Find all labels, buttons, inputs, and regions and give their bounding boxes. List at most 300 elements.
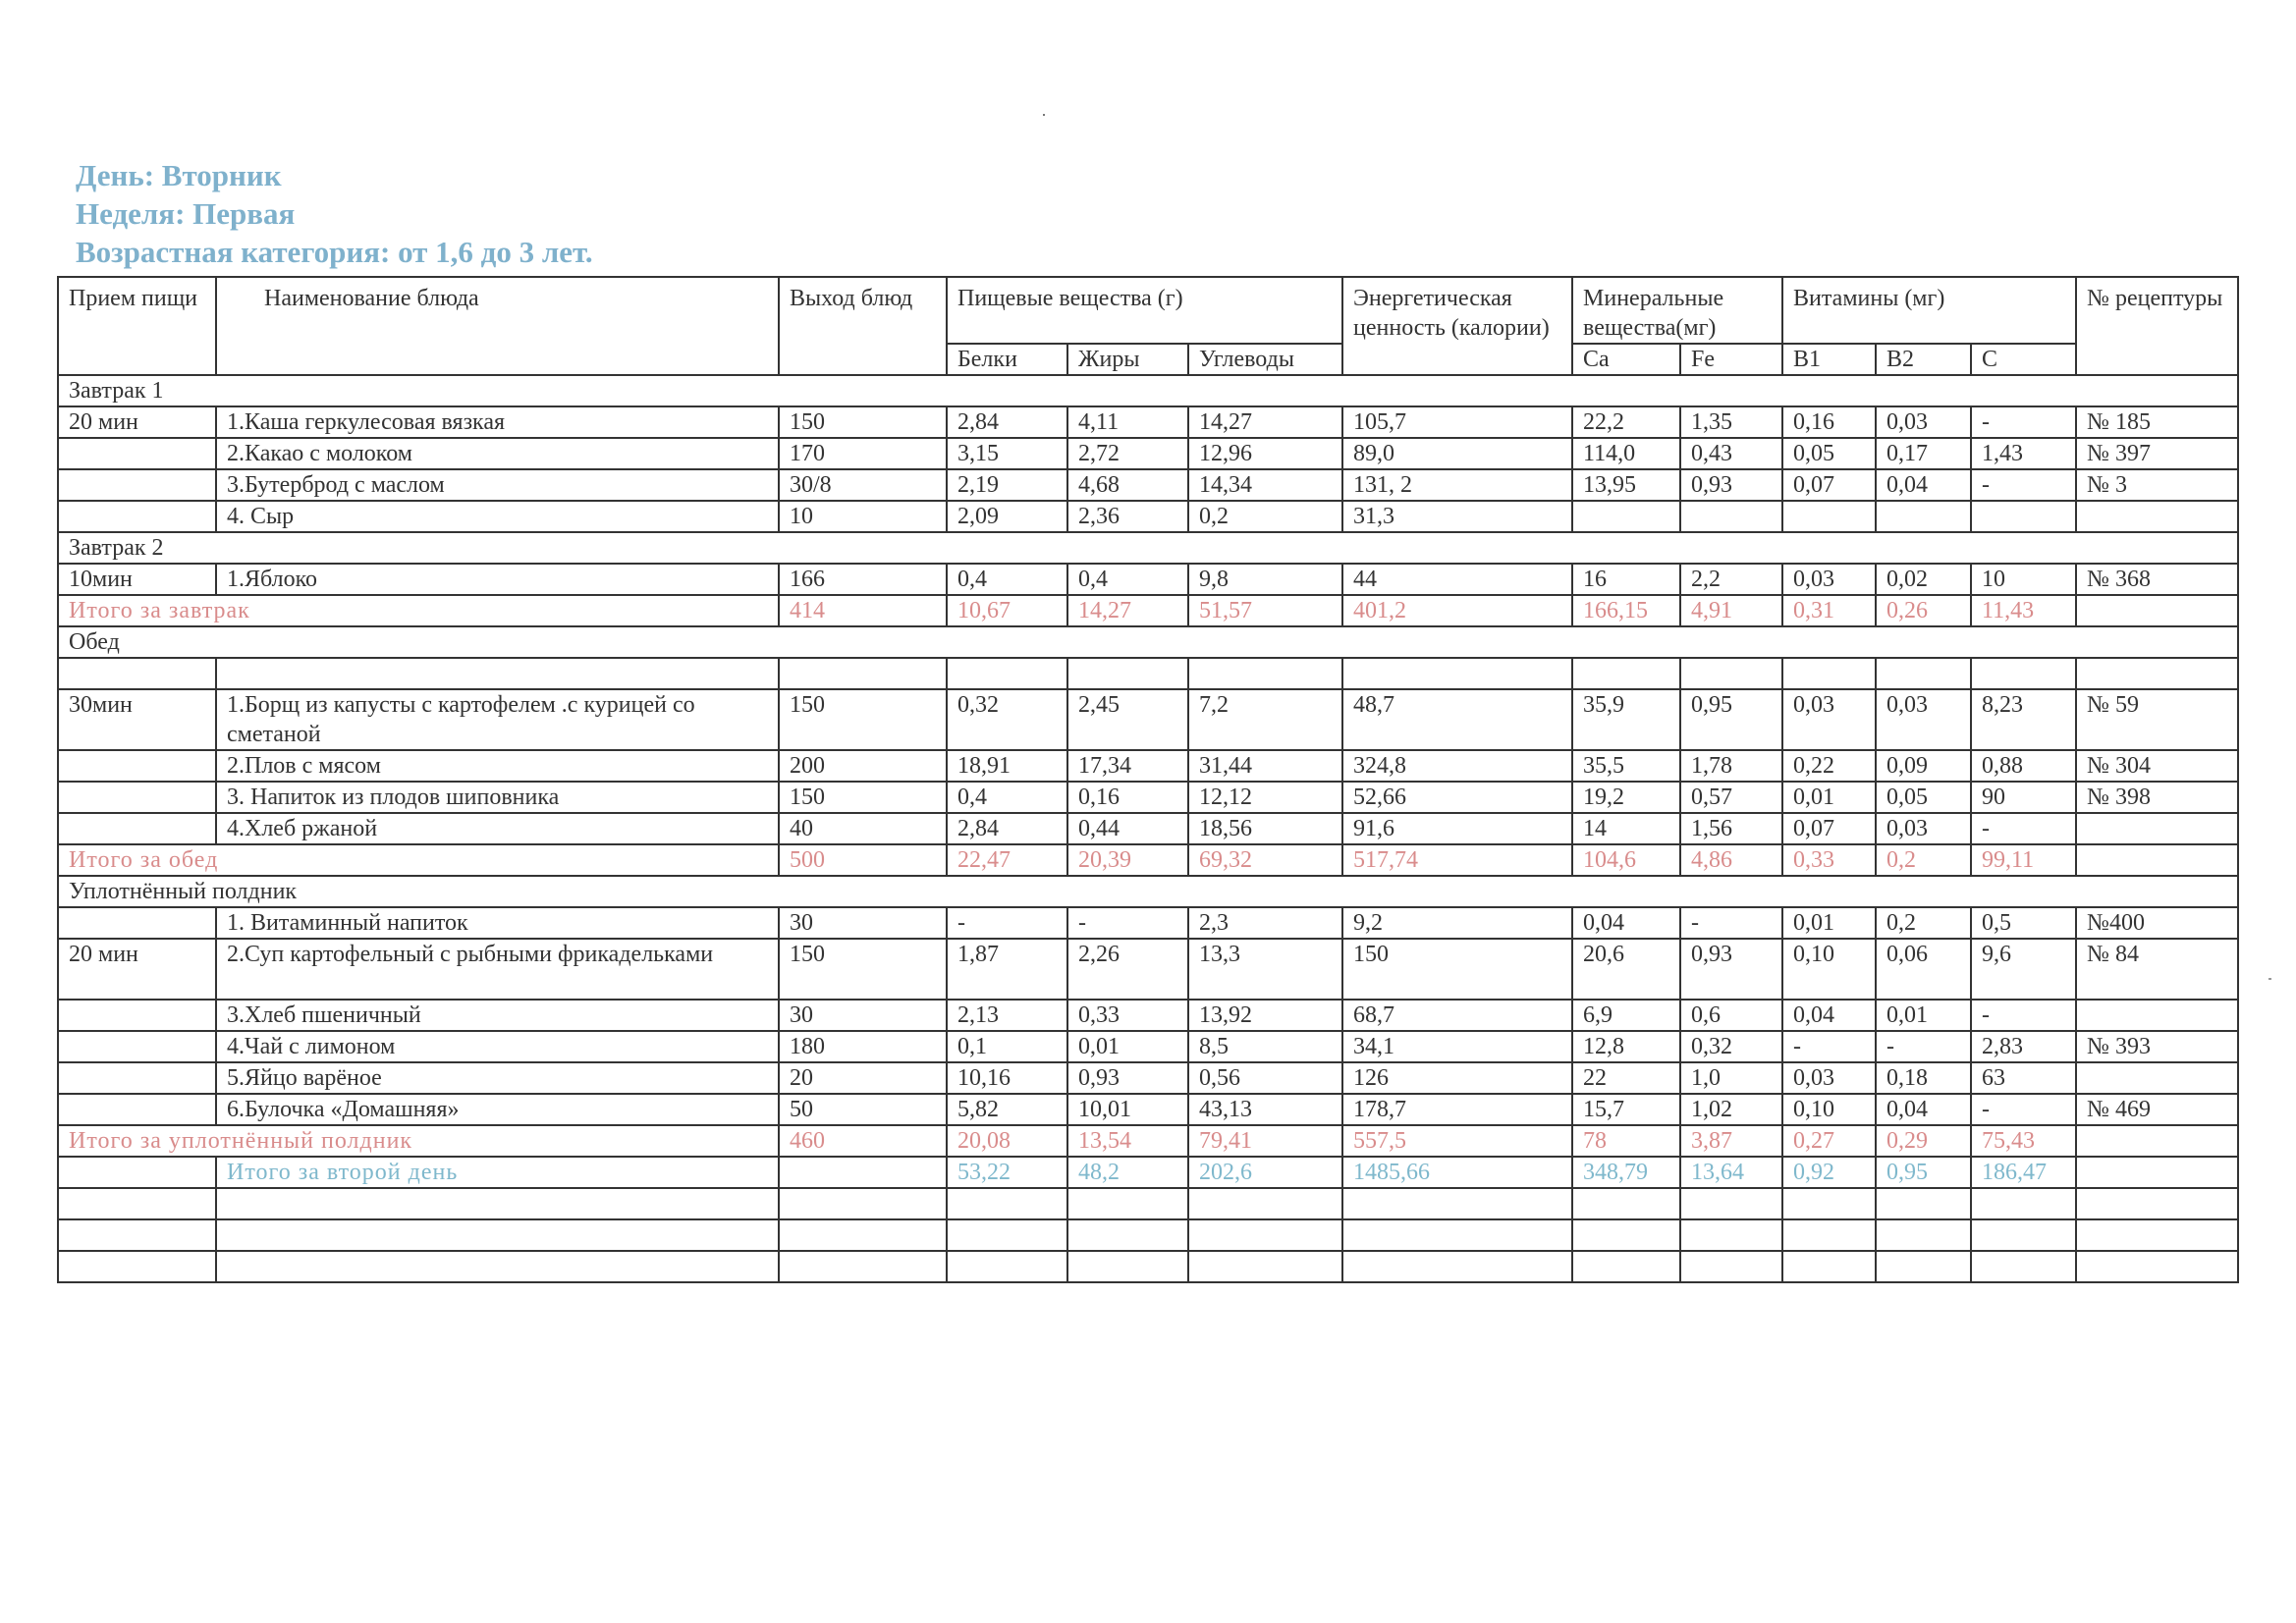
table-cell (1572, 658, 1680, 689)
menu-table (57, 276, 2239, 1283)
table-cell: 8,5 (1188, 1031, 1342, 1062)
table-cell: 4,11 (1067, 406, 1188, 438)
table-cell: 68,7 (1342, 1000, 1572, 1031)
table-cell: 150 (779, 782, 947, 813)
table-cell: 3,15 (947, 438, 1067, 469)
table-cell: 10 (779, 501, 947, 532)
section-label: Обед (58, 626, 2238, 658)
table-cell: 52,66 (1342, 782, 1572, 813)
section-label: Уплотнённый полдник (58, 876, 2238, 907)
table-cell (1876, 1251, 1971, 1282)
table-cell (2076, 844, 2238, 876)
table-cell: 0,2 (1188, 501, 1342, 532)
table-cell: 0,07 (1782, 469, 1876, 501)
table-cell: 75,43 (1971, 1125, 2076, 1157)
table-cell (1680, 1188, 1782, 1219)
table-cell: 22,47 (947, 844, 1067, 876)
table-row (58, 1094, 2238, 1125)
table-cell: 11,43 (1971, 595, 2076, 626)
table-cell (1572, 1251, 1680, 1282)
col-recipe: № рецептуры (2076, 277, 2238, 375)
table-cell: 10мин (58, 564, 216, 595)
table-cell: 2,26 (1067, 939, 1188, 1000)
table-cell: 12,8 (1572, 1031, 1680, 1062)
dish-name-cell: 1.Каша геркулесовая вязкая (216, 406, 779, 438)
table-cell: № 304 (2076, 750, 2238, 782)
table-cell (2076, 1000, 2238, 1031)
col-b2: B2 (1876, 344, 1971, 375)
table-cell: 19,2 (1572, 782, 1680, 813)
table-cell: 18,56 (1188, 813, 1342, 844)
table-row (58, 750, 2238, 782)
table-cell (1876, 501, 1971, 532)
table-cell: 0,93 (1680, 469, 1782, 501)
table-cell: 14,34 (1188, 469, 1342, 501)
table-cell: 202,6 (1188, 1157, 1342, 1188)
table-cell (58, 1062, 216, 1094)
table-cell: 0,27 (1782, 1125, 1876, 1157)
table-cell: 0,2 (1876, 907, 1971, 939)
table-cell: 99,11 (1971, 844, 2076, 876)
table-cell: 104,6 (1572, 844, 1680, 876)
table-cell (2076, 1125, 2238, 1157)
table-cell: 30мин (58, 689, 216, 750)
table-cell: 0,32 (947, 689, 1067, 750)
dish-name-cell: 3.Хлеб пшеничный (216, 1000, 779, 1031)
dish-name-cell (216, 658, 779, 689)
table-cell: 4,68 (1067, 469, 1188, 501)
table-cell: - (1876, 1031, 1971, 1062)
table-row (58, 813, 2238, 844)
table-cell: 4,91 (1680, 595, 1782, 626)
table-cell (1342, 1219, 1572, 1251)
table-cell: 0,03 (1876, 689, 1971, 750)
table-cell: №400 (2076, 907, 2238, 939)
table-cell (1067, 1219, 1188, 1251)
table-cell: 0,03 (1782, 689, 1876, 750)
table-cell: 10 (1971, 564, 2076, 595)
table-cell (2076, 595, 2238, 626)
table-cell: 0,44 (1067, 813, 1188, 844)
table-cell: 517,74 (1342, 844, 1572, 876)
table-cell (58, 1094, 216, 1125)
table-cell: 0,5 (1971, 907, 2076, 939)
table-cell: 0,01 (1782, 782, 1876, 813)
section-row (58, 375, 2238, 406)
table-cell (58, 501, 216, 532)
table-cell: 150 (779, 939, 947, 1000)
table-cell: 178,7 (1342, 1094, 1572, 1125)
table-cell: 34,1 (1342, 1031, 1572, 1062)
table-cell: № 398 (2076, 782, 2238, 813)
table-cell: 31,3 (1342, 501, 1572, 532)
table-cell: 14 (1572, 813, 1680, 844)
table-cell: 12,96 (1188, 438, 1342, 469)
table-cell: 0,56 (1188, 1062, 1342, 1094)
table-cell (58, 813, 216, 844)
table-cell: 180 (779, 1031, 947, 1062)
table-cell: 0,4 (947, 782, 1067, 813)
table-cell: 48,2 (1067, 1157, 1188, 1188)
table-cell: 22 (1572, 1062, 1680, 1094)
table-cell: 0,04 (1572, 907, 1680, 939)
table-cell: 0,01 (1067, 1031, 1188, 1062)
section-row (58, 876, 2238, 907)
section-label: Завтрак 2 (58, 532, 2238, 564)
table-cell (779, 1251, 947, 1282)
table-cell: 0,02 (1876, 564, 1971, 595)
col-protein: Белки (947, 344, 1067, 375)
col-fat: Жиры (1067, 344, 1188, 375)
table-cell: 13,54 (1067, 1125, 1188, 1157)
table-cell: 50 (779, 1094, 947, 1125)
menu-table-body (58, 375, 2238, 1282)
table-cell: 150 (779, 689, 947, 750)
total-label: Итого за уплотнённый полдник (58, 1125, 779, 1157)
table-cell: 22,2 (1572, 406, 1680, 438)
table-cell: 9,8 (1188, 564, 1342, 595)
table-cell (58, 1157, 216, 1188)
table-cell: № 59 (2076, 689, 2238, 750)
table-cell: 0,88 (1971, 750, 2076, 782)
table-cell: 0,93 (1067, 1062, 1188, 1094)
table-cell: 90 (1971, 782, 2076, 813)
table-cell (779, 658, 947, 689)
table-cell: 500 (779, 844, 947, 876)
table-cell: 401,2 (1342, 595, 1572, 626)
table-cell: 150 (779, 406, 947, 438)
table-cell (2076, 1251, 2238, 1282)
table-cell: 2,45 (1067, 689, 1188, 750)
table-row (58, 1251, 2238, 1282)
table-cell: 13,64 (1680, 1157, 1782, 1188)
dish-name-cell (216, 1251, 779, 1282)
table-cell: 48,7 (1342, 689, 1572, 750)
table-cell: 0,01 (1782, 907, 1876, 939)
table-cell: 2,84 (947, 406, 1067, 438)
table-cell: 0,32 (1680, 1031, 1782, 1062)
table-cell: 2,09 (947, 501, 1067, 532)
dish-name-cell: 1. Витаминный напиток (216, 907, 779, 939)
table-cell: 348,79 (1572, 1157, 1680, 1188)
table-cell (1188, 1251, 1342, 1282)
table-cell: 20 мин (58, 406, 216, 438)
table-cell: 0,95 (1876, 1157, 1971, 1188)
table-cell (2076, 1062, 2238, 1094)
table-cell (1782, 1188, 1876, 1219)
scan-speck (2269, 978, 2271, 980)
col-minerals: Минеральные вещества(мг) (1572, 277, 1782, 344)
table-cell: 20,39 (1067, 844, 1188, 876)
table-cell: 35,9 (1572, 689, 1680, 750)
table-cell: 1485,66 (1342, 1157, 1572, 1188)
table-cell: 200 (779, 750, 947, 782)
header-row (58, 277, 2238, 344)
table-cell (58, 1000, 216, 1031)
table-cell: 69,32 (1188, 844, 1342, 876)
age-category-heading: Возрастная категория: от 1,6 до 3 лет. (76, 235, 593, 269)
section-row (58, 626, 2238, 658)
table-cell: - (947, 907, 1067, 939)
table-cell (1680, 1251, 1782, 1282)
table-cell: 78 (1572, 1125, 1680, 1157)
table-cell: 63 (1971, 1062, 2076, 1094)
table-cell: 0,03 (1876, 813, 1971, 844)
table-cell: 30 (779, 907, 947, 939)
table-cell: 114,0 (1572, 438, 1680, 469)
table-cell (2076, 813, 2238, 844)
table-cell (1876, 1219, 1971, 1251)
table-cell: 0,04 (1876, 469, 1971, 501)
table-cell: № 84 (2076, 939, 2238, 1000)
col-fe: Fe (1680, 344, 1782, 375)
table-cell: 89,0 (1342, 438, 1572, 469)
col-carbs: Углеводы (1188, 344, 1342, 375)
section-row (58, 532, 2238, 564)
table-cell: 0,03 (1876, 406, 1971, 438)
table-cell: 126 (1342, 1062, 1572, 1094)
table-cell: 0,18 (1876, 1062, 1971, 1094)
table-cell (2076, 501, 2238, 532)
col-dish-name: Наименование блюда (216, 277, 779, 375)
table-cell (1782, 1219, 1876, 1251)
table-cell (58, 1219, 216, 1251)
table-cell: 0,04 (1782, 1000, 1876, 1031)
week-heading: Неделя: Первая (76, 196, 296, 231)
total-row (58, 1125, 2238, 1157)
table-cell: - (1971, 813, 2076, 844)
table-cell (779, 1157, 947, 1188)
dish-name-cell (216, 1219, 779, 1251)
table-cell (1782, 501, 1876, 532)
table-row (58, 782, 2238, 813)
table-cell: № 469 (2076, 1094, 2238, 1125)
table-cell (58, 658, 216, 689)
table-cell (947, 1219, 1067, 1251)
table-cell: 30/8 (779, 469, 947, 501)
table-cell: 9,6 (1971, 939, 2076, 1000)
table-cell (1876, 658, 1971, 689)
table-cell: 0,93 (1680, 939, 1782, 1000)
table-cell (58, 750, 216, 782)
table-cell: 1,0 (1680, 1062, 1782, 1094)
table-cell: 0,03 (1782, 1062, 1876, 1094)
table-cell: 31,44 (1188, 750, 1342, 782)
table-cell: 16 (1572, 564, 1680, 595)
table-cell: 5,82 (947, 1094, 1067, 1125)
table-cell: 1,43 (1971, 438, 2076, 469)
table-cell: - (1782, 1031, 1876, 1062)
table-row (58, 939, 2238, 1000)
table-cell (1971, 658, 2076, 689)
table-cell: 0,2 (1876, 844, 1971, 876)
dish-name-cell: 4.Хлеб ржаной (216, 813, 779, 844)
col-ca: Ca (1572, 344, 1680, 375)
table-cell: 2,36 (1067, 501, 1188, 532)
table-cell (58, 469, 216, 501)
table-cell (1782, 658, 1876, 689)
table-cell: 20 мин (58, 939, 216, 1000)
table-cell: 166 (779, 564, 947, 595)
table-cell: 6,9 (1572, 1000, 1680, 1031)
dish-name-cell: 1.Яблоко (216, 564, 779, 595)
table-cell: 186,47 (1971, 1157, 2076, 1188)
table-cell (1572, 1188, 1680, 1219)
table-cell (58, 1031, 216, 1062)
table-row (58, 438, 2238, 469)
table-cell: 1,56 (1680, 813, 1782, 844)
dish-name-cell: 3.Бутерброд с маслом (216, 469, 779, 501)
table-cell: 30 (779, 1000, 947, 1031)
table-cell (779, 1219, 947, 1251)
table-cell: 0,4 (1067, 564, 1188, 595)
table-cell: 0,10 (1782, 1094, 1876, 1125)
table-cell: 0,04 (1876, 1094, 1971, 1125)
table-row (58, 1219, 2238, 1251)
table-cell (2076, 1157, 2238, 1188)
table-row (58, 658, 2238, 689)
table-cell: 0,33 (1067, 1000, 1188, 1031)
total-row (58, 595, 2238, 626)
table-cell (1971, 1188, 2076, 1219)
table-cell: 2,19 (947, 469, 1067, 501)
scan-speck (1043, 114, 1045, 116)
table-cell: 18,91 (947, 750, 1067, 782)
section-label: Завтрак 1 (58, 375, 2238, 406)
table-cell: 51,57 (1188, 595, 1342, 626)
table-row (58, 406, 2238, 438)
table-cell: 0,03 (1782, 564, 1876, 595)
table-cell: 10,67 (947, 595, 1067, 626)
table-cell: 0,33 (1782, 844, 1876, 876)
dish-name-cell: 2.Плов с мясом (216, 750, 779, 782)
table-cell: 414 (779, 595, 947, 626)
grand-total-row (58, 1157, 2238, 1188)
table-cell: 2,3 (1188, 907, 1342, 939)
dish-name-cell: 6.Булочка «Домашняя» (216, 1094, 779, 1125)
table-cell: 0,10 (1782, 939, 1876, 1000)
table-cell: № 393 (2076, 1031, 2238, 1062)
table-cell: 0,17 (1876, 438, 1971, 469)
table-cell (779, 1188, 947, 1219)
table-cell: 0,43 (1680, 438, 1782, 469)
table-cell (1342, 658, 1572, 689)
dish-name-cell (216, 1188, 779, 1219)
table-cell: 0,05 (1782, 438, 1876, 469)
dish-name-cell: 2.Суп картофельный с рыбными фрикадельками (216, 939, 779, 1000)
table-cell: 0,26 (1876, 595, 1971, 626)
dish-name-cell: 4. Сыр (216, 501, 779, 532)
table-cell (1342, 1188, 1572, 1219)
col-yield: Выход блюд (779, 277, 947, 375)
table-cell: 17,34 (1067, 750, 1188, 782)
dish-name-cell: Итого за второй день (216, 1157, 779, 1188)
table-cell (2076, 1188, 2238, 1219)
table-cell: 0,95 (1680, 689, 1782, 750)
table-cell: 0,09 (1876, 750, 1971, 782)
table-cell: 1,87 (947, 939, 1067, 1000)
table-row (58, 1031, 2238, 1062)
table-cell: № 185 (2076, 406, 2238, 438)
table-cell (1971, 501, 2076, 532)
table-cell: 13,92 (1188, 1000, 1342, 1031)
table-cell: 91,6 (1342, 813, 1572, 844)
table-cell: 14,27 (1067, 595, 1188, 626)
table-cell (1188, 658, 1342, 689)
table-cell: 7,2 (1188, 689, 1342, 750)
table-cell: 0,16 (1067, 782, 1188, 813)
table-cell: 20,6 (1572, 939, 1680, 1000)
table-cell: 0,29 (1876, 1125, 1971, 1157)
dish-name-cell: 5.Яйцо варёное (216, 1062, 779, 1094)
table-cell: 0,05 (1876, 782, 1971, 813)
table-cell: 1,35 (1680, 406, 1782, 438)
table-cell: - (1971, 469, 2076, 501)
dish-name-cell: 3. Напиток из плодов шиповника (216, 782, 779, 813)
table-cell: 2,72 (1067, 438, 1188, 469)
dish-name-cell: 2.Какао с молоком (216, 438, 779, 469)
table-row (58, 1062, 2238, 1094)
table-cell: 0,22 (1782, 750, 1876, 782)
table-cell (1572, 501, 1680, 532)
table-cell: 79,41 (1188, 1125, 1342, 1157)
table-cell: 13,3 (1188, 939, 1342, 1000)
col-meal-time: Прием пищи (58, 277, 216, 375)
table-cell: 44 (1342, 564, 1572, 595)
table-cell: 15,7 (1572, 1094, 1680, 1125)
table-row (58, 907, 2238, 939)
table-cell: 105,7 (1342, 406, 1572, 438)
table-cell (1067, 1251, 1188, 1282)
dish-name-cell: 4.Чай с лимоном (216, 1031, 779, 1062)
table-cell: 9,2 (1342, 907, 1572, 939)
table-cell: 10,16 (947, 1062, 1067, 1094)
table-cell (1680, 501, 1782, 532)
table-cell: 0,01 (1876, 1000, 1971, 1031)
table-cell: 0,31 (1782, 595, 1876, 626)
table-cell (58, 1251, 216, 1282)
table-cell: 0,1 (947, 1031, 1067, 1062)
table-cell: 2,13 (947, 1000, 1067, 1031)
table-cell: 12,12 (1188, 782, 1342, 813)
table-cell (947, 1188, 1067, 1219)
table-cell: 170 (779, 438, 947, 469)
col-vitamins: Витамины (мг) (1782, 277, 2076, 344)
table-cell: № 368 (2076, 564, 2238, 595)
table-cell (1067, 1188, 1188, 1219)
table-cell: 1,02 (1680, 1094, 1782, 1125)
table-cell: 2,84 (947, 813, 1067, 844)
table-cell (1876, 1188, 1971, 1219)
table-cell: 0,06 (1876, 939, 1971, 1000)
table-row (58, 689, 2238, 750)
table-cell: 324,8 (1342, 750, 1572, 782)
table-cell: - (1971, 1000, 2076, 1031)
table-cell (947, 658, 1067, 689)
table-row (58, 1188, 2238, 1219)
table-cell (58, 438, 216, 469)
table-cell (58, 782, 216, 813)
table-cell: 14,27 (1188, 406, 1342, 438)
table-cell: 20 (779, 1062, 947, 1094)
table-cell (2076, 658, 2238, 689)
table-cell: 4,86 (1680, 844, 1782, 876)
table-cell (1680, 658, 1782, 689)
table-cell: 43,13 (1188, 1094, 1342, 1125)
table-cell: 10,01 (1067, 1094, 1188, 1125)
table-cell: 13,95 (1572, 469, 1680, 501)
table-cell: - (1971, 1094, 2076, 1125)
